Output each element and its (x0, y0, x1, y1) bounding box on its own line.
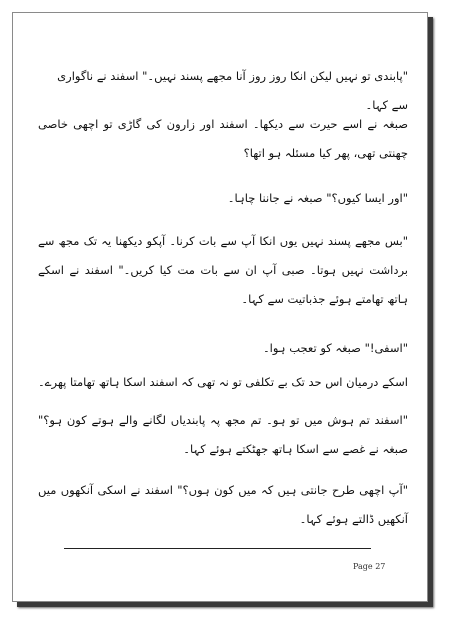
paragraph-4: "بس مجھے پسند نہیں یوں انکا آپ سے بات کرنا۔ آپکو دیکھنا یہ تک مجھ سے برداشت نہیں ہوتا۔ صبی آپ ان سے بات مت کیا کریں۔" اسفند نے اسکے ہاتھ تھامتے ہوئے جذباتیت سے کہا۔ (38, 234, 408, 306)
paragraph-6: اسکے درمیان اس حد تک بے تکلفی تو نہ تھی کہ اسفند اسکا ہاتھ تھامتا پھرے۔ (38, 375, 408, 389)
paragraph-1: "پابندی تو نہیں لیکن انکا روز روز آنا مجھے پسند نہیں۔" اسفند نے ناگواری سے کہا۔ (57, 69, 408, 112)
footer-rule (64, 548, 371, 549)
paragraph-3: "اور ایسا کیوں؟" صبغہ نے جاننا چاہا۔ (227, 191, 408, 205)
paragraph-5: "اسفی!" صبغہ کو تعجب ہوا۔ (262, 341, 408, 355)
paragraph-7: "اسفند تم ہوش میں تو ہو۔ تم مجھ پہ پابندیاں لگانے والے ہوتے کون ہو؟" صبغہ نے غصے سے اسکا ہاتھ جھٹکتے ہوئے کہا۔ (38, 413, 408, 456)
paragraph-2: صبغہ نے اسے حیرت سے دیکھا۔ اسفند اور زارون کی گاڑی تو اچھی خاصی چھنتی تھی، پھر کیا مسئلہ ہو اتھا؟ (38, 117, 408, 160)
page-number: Page 27 (353, 562, 386, 571)
paragraph-8: "آپ اچھی طرح جانتی ہیں کہ میں کون ہوں؟" اسفند نے اسکی آنکھوں میں آنکھیں ڈالتے ہوئے کہا۔ (38, 483, 408, 526)
